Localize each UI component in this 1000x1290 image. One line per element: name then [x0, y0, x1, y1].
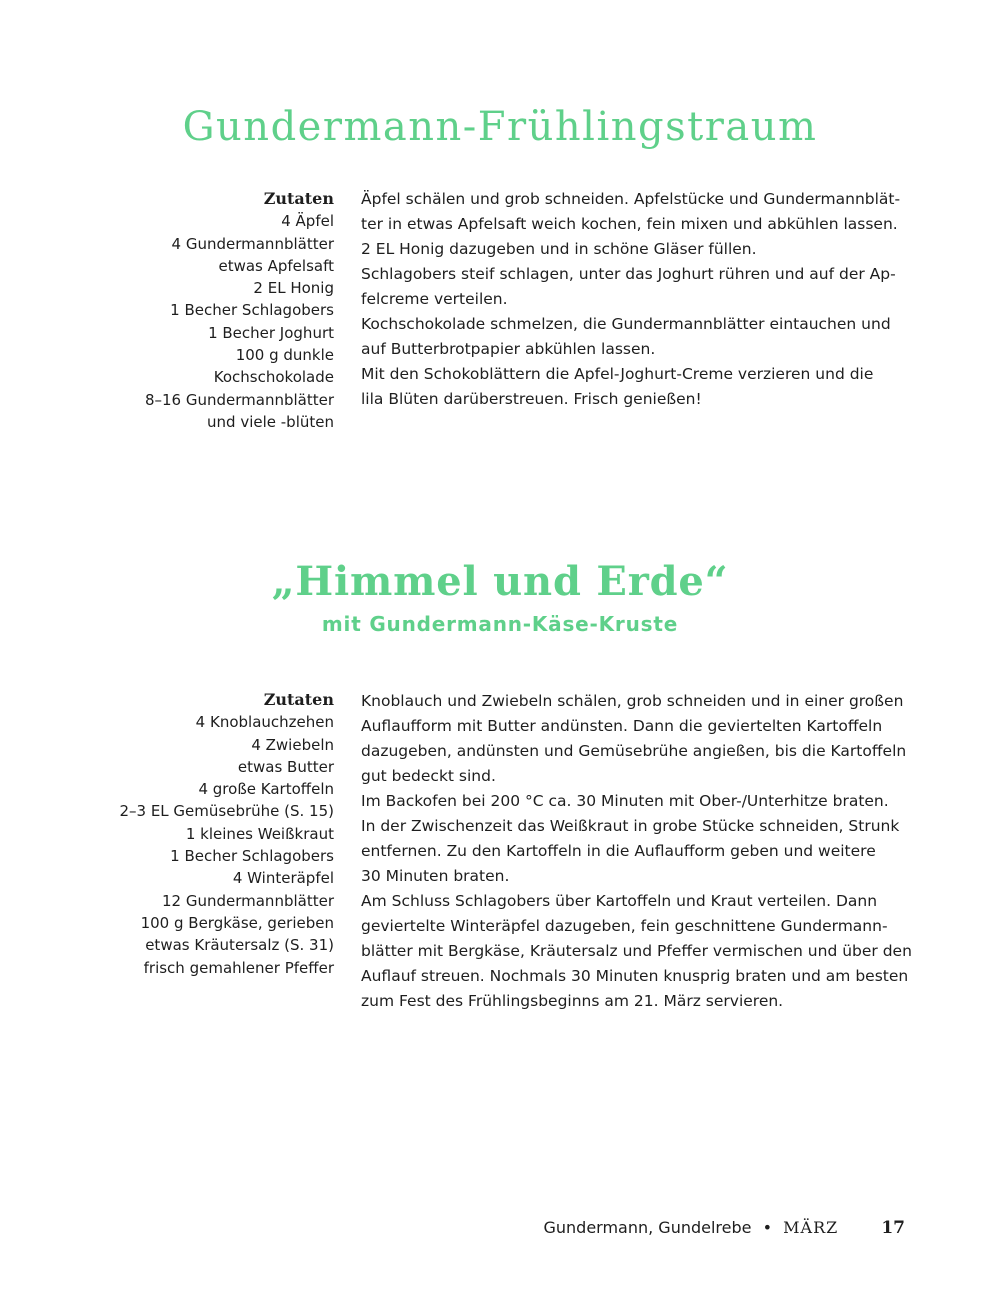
ingredient-item: 1 Becher Schlagobers [170, 847, 334, 866]
method-line: Auflauf streuen. Nochmals 30 Minuten knusprig braten und am besten [361, 967, 909, 985]
ingredients-list [145, 188, 334, 433]
method-line: lila Blüten darüberstreuen. Frisch genießen! [361, 390, 702, 408]
ingredient-item: 4 große Kartoffeln [198, 780, 334, 799]
recipe-title: Gundermann-Frühlingstraum [182, 104, 818, 150]
footer-section-name: Gundermann, Gundelrebe [543, 1218, 752, 1237]
ingredient-item: etwas Butter [237, 757, 334, 776]
recipe-title: „Himmel und Erde“ [271, 558, 729, 605]
ingredient-item: 4 Gundermannblätter [171, 234, 334, 253]
method-line: In der Zwischenzeit das Weißkraut in grobe Stücke schneiden, Strunk [361, 817, 900, 835]
ingredient-item: 4 Äpfel [281, 212, 334, 231]
page-footer [543, 1215, 905, 1241]
ingredient-item: 100 g dunkle [235, 346, 334, 365]
ingredient-item: etwas Apfelsaft [218, 256, 334, 275]
ingredients-list [119, 689, 334, 979]
method-line: ter in etwas Apfelsaft weich kochen, fein mixen und abkühlen lassen. [361, 215, 898, 233]
footer-bullet: • [762, 1218, 773, 1237]
method-line: Mit den Schokoblättern die Apfel-Joghurt-Creme verzieren und die [361, 365, 874, 383]
ingredient-item: 8–16 Gundermannblätter [144, 390, 334, 409]
method-line: Auflaufform mit Butter andünsten. Dann die geviertelten Kartoffeln [361, 717, 883, 735]
ingredient-item: 4 Winteräpfel [232, 869, 334, 888]
recipe-subtitle: mit Gundermann-Käse-Kruste [321, 612, 679, 636]
ingredient-item: und viele -blüten [207, 412, 334, 431]
ingredient-item: 2 EL Honig [253, 279, 334, 298]
page-number: 17 [881, 1218, 905, 1238]
ingredient-item: 100 g Bergkäse, gerieben [140, 913, 334, 932]
ingredient-item: etwas Kräutersalz (S. 31) [145, 936, 334, 955]
ingredient-item: 2–3 EL Gemüsebrühe (S. 15) [119, 802, 334, 821]
method-line: Knoblauch und Zwiebeln schälen, grob schneiden und in einer großen [361, 692, 904, 710]
method-line: Kochschokolade schmelzen, die Gundermannblätter eintauchen und [361, 315, 891, 333]
ingredient-item: 4 Zwiebeln [251, 735, 334, 754]
method-line: Am Schluss Schlagobers über Kartoffeln und Kraut verteilen. Dann [361, 892, 878, 910]
method-line: auf Butterbrotpapier abkühlen lassen. [361, 340, 656, 358]
ingredient-item: 1 Becher Schlagobers [170, 301, 334, 320]
method-line: entfernen. Zu den Kartoffeln in die Auflaufform geben und weitere [361, 842, 876, 860]
method-line: 2 EL Honig dazugeben und in schöne Gläser füllen. [361, 240, 757, 258]
footer-month: MÄRZ [783, 1218, 839, 1237]
ingredient-item: Kochschokolade [213, 368, 334, 387]
method-line: blätter mit Bergkäse, Kräutersalz und Pfeffer vermischen und über den [361, 942, 912, 960]
method-line: geviertelte Winteräpfel dazugeben, fein geschnittene Gundermann- [361, 917, 888, 935]
method-text [361, 187, 936, 412]
method-line: dazugeben, andünsten und Gemüsebrühe angießen, bis die Kartoffeln [361, 742, 907, 760]
method-line: Äpfel schälen und grob schneiden. Apfelstücke und Gundermannblät- [361, 190, 901, 208]
ingredient-item: 4 Knoblauchzehen [195, 713, 334, 732]
ingredients-heading: Zutaten [263, 690, 334, 709]
ingredient-item: 12 Gundermannblätter [161, 891, 334, 910]
method-line: 30 Minuten braten. [361, 867, 510, 885]
method-text [361, 689, 936, 1014]
method-line: Im Backofen bei 200 °C ca. 30 Minuten mit Ober-/Unterhitze braten. [361, 792, 889, 810]
method-line: Schlagobers steif schlagen, unter das Joghurt rühren und auf der Ap- [361, 265, 896, 283]
ingredients-heading: Zutaten [263, 189, 334, 208]
ingredient-item: 1 Becher Joghurt [208, 323, 334, 342]
ingredient-item: frisch gemahlener Pfeffer [143, 958, 334, 977]
ingredient-item: 1 kleines Weißkraut [185, 824, 334, 843]
method-line: gut bedeckt sind. [361, 767, 496, 785]
method-line: zum Fest des Frühlingsbeginns am 21. März servieren. [361, 992, 784, 1010]
method-line: felcreme verteilen. [361, 290, 508, 308]
